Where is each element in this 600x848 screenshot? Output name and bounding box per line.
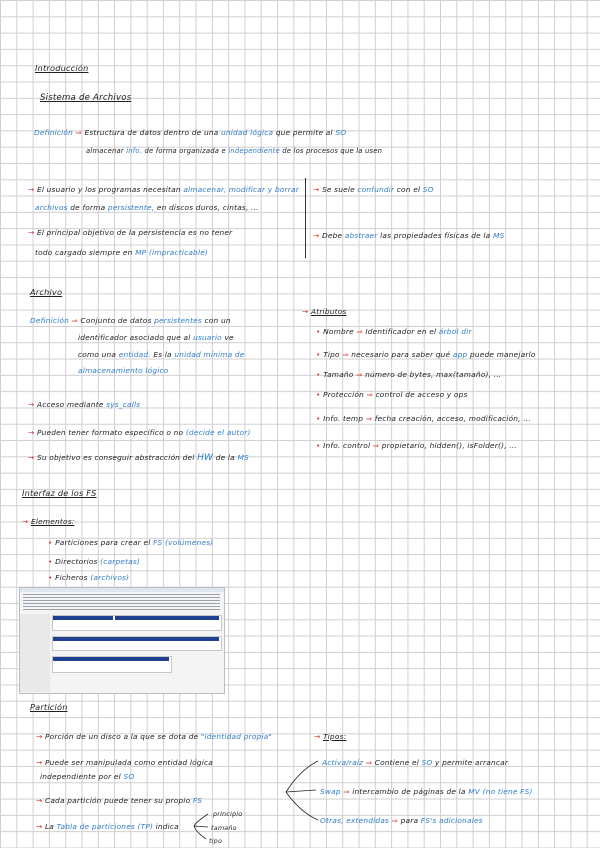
arrow-icon: → [36,796,43,805]
tipos-heading: → Tipos: [314,732,347,741]
intro-right-note-2: → Debe abstraer las propiedades físicas de la MS [313,231,505,240]
arrow-icon: ⇒ [391,816,399,825]
archivo-bullet-1: → Acceso mediante sys_calls [28,400,141,409]
arrow-icon: ⇒ [75,128,82,137]
archivo-bullet-3: → Su objetivo es conseguir abstracción del HW de la MS [28,453,249,463]
atributo-tipo: • Tipo ⇒ necesario para saber qué app puede manejarlo [316,350,536,359]
particion-note-3: → Cada partición puede tener su propio FS [36,796,203,805]
particion-note-2b: independiente por el SO [40,772,135,781]
atributo-info-temp: • Info. temp ⇒ fecha creación, acceso, modificación, ... [316,414,531,423]
tipo-swap: Swap ⇒ intercambio de páginas de la MV (no tiene FS) [320,787,533,796]
arrow-icon: → [313,185,320,194]
archivo-definition-line2: identificador asociado que al usuario ve [78,333,234,342]
particion-heading: Partición [30,702,68,712]
atributo-proteccion: • Protección ⇒ control de acceso y ops [316,390,468,399]
arrow-icon: → [28,428,35,437]
arrow-icon: ⇒ [71,316,78,325]
arrow-icon: ⇒ [356,370,363,379]
arrow-icon: → [36,732,43,741]
arrow-icon: → [313,231,320,240]
arrow-icon: → [28,400,35,409]
sistema-archivos-heading: Sistema de Archivos [40,93,132,103]
tp-tamano: tamaño [211,824,237,832]
arrow-icon: → [36,758,43,767]
arrow-icon: ⇒ [343,787,350,796]
intro-note-2b: todo cargado siempre en MP (impracticable) [35,248,209,257]
arrow-icon: → [28,453,35,462]
arrow-icon: ⇒ [366,390,373,399]
atributo-nombre: • Nombre ⇒ Identificador en el árbol dir [316,327,472,336]
elemento-ficheros: • Ficheros (archivos) [48,573,130,582]
arrow-icon: ⇒ [372,441,380,450]
archivo-definition-line4: almacenamiento lógico [78,366,169,375]
archivo-definition-line3: como una entidad. Es la unidad mínima de [78,350,245,359]
elementos-label: → Elementos: [22,517,75,526]
atributo-tamano: • Tamaño ⇒ número de bytes, max(tamaño), ... [316,370,502,379]
tp-tipo: tipo [209,837,223,845]
arrow-icon: ⇒ [365,414,373,423]
intro-definition-line2: almacenar info. de forma organizada e independiente de los procesos que la usen [86,147,383,155]
intro-heading: Introducción [35,63,89,73]
intro-note-1b: archivos de forma persistente, en discos duros, cintas, ... [35,203,259,212]
arrow-icon: → [28,185,35,194]
particion-note-2: → Puede ser manipulada como entidad lógica [36,758,214,767]
intro-right-note-1: → Se suele confundir con el SO [313,185,434,194]
particion-note-4: → La Tabla de particiones (TP) indica [36,822,179,831]
arrow-icon: → [28,228,35,237]
tp-principio: principio [213,810,243,818]
tipo-otras: Otras, extendidas ⇒ para FS's adicionales [320,816,483,825]
elemento-particiones: • Particiones para crear el FS (volúmenes) [48,538,214,547]
arrow-icon: → [22,517,29,526]
tipo-activa: Activa/raíz ⇒ Contiene el SO y permite arrancar [322,758,509,767]
interfaz-heading: Interfaz de los FS [22,488,97,498]
intro-note-1: → El usuario y los programas necesitan almacenar, modificar y borrar [28,185,299,194]
arrow-icon: → [302,307,309,316]
archivo-bullet-2: → Pueden tener formato específico o no (decide el autor) [28,428,251,437]
atributo-info-control: • Info. control ⇒ propietario, hidden(), isFolder(), ... [316,441,517,450]
arrow-icon: ⇒ [356,327,363,336]
archivo-heading: Archivo [30,287,63,297]
atributos-heading: → Atributos [302,307,347,316]
arrow-icon: ⇒ [365,758,373,767]
intro-definition-line1: Definición ⇒ Estructura de datos dentro de una unidad lógica que permite al SO [34,128,347,137]
intro-note-2: → El principal objetivo de la persistencia es no tener [28,228,233,237]
definition-label: Definición [34,128,73,137]
elemento-directorios: • Directorios (carpetas) [48,557,141,566]
particion-note-1: → Porción de un disco a la que se dota de "identidad propia" [36,732,273,741]
arrow-icon: → [36,822,43,831]
arrow-icon: ⇒ [342,350,349,359]
archivo-definition-line1: Definición ⇒ Conjunto de datos persistentes con un [30,316,231,325]
arrow-icon: → [314,732,321,741]
